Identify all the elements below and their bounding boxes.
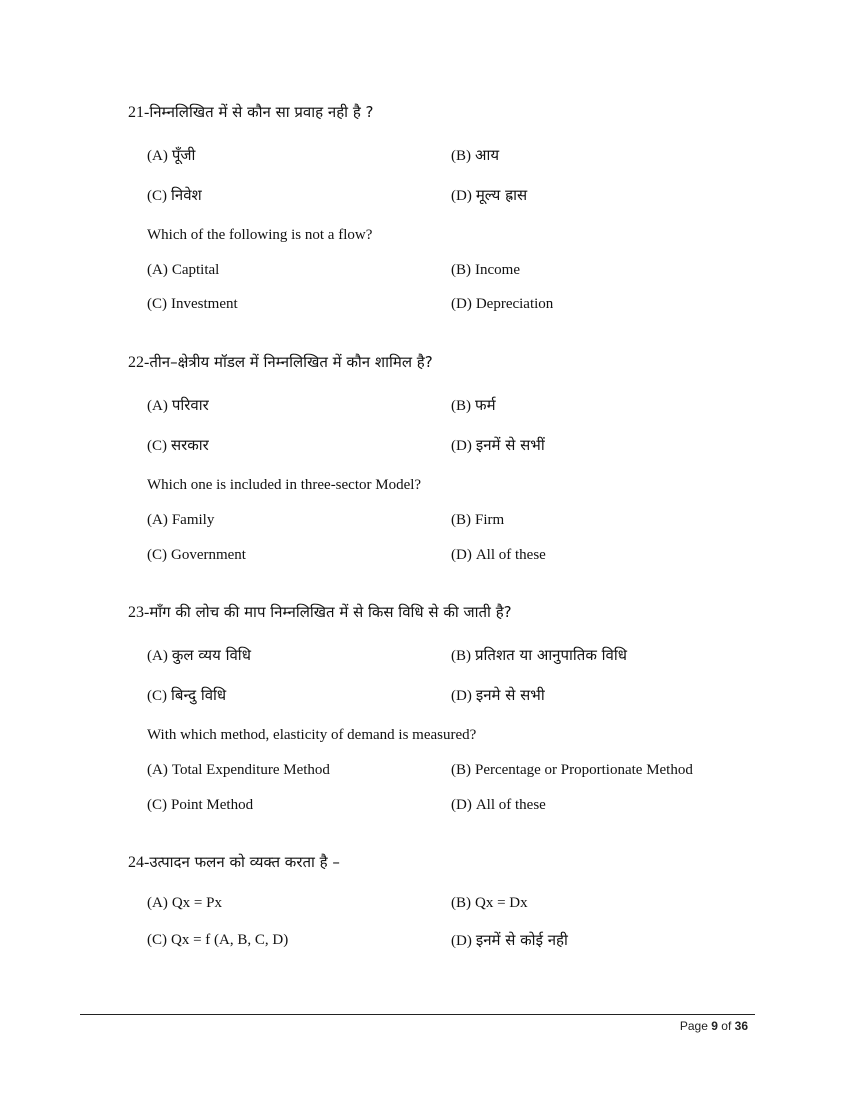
option-c-english: (C) Point Method — [147, 797, 254, 813]
question-22-hindi — [128, 351, 768, 373]
options-row — [147, 259, 768, 281]
options-row — [147, 892, 768, 914]
question-23-english — [147, 724, 768, 746]
option-d-english: (D) All of these — [451, 547, 546, 563]
question-text-english: Which of the following is not a flow? — [147, 227, 373, 243]
options-row — [147, 544, 768, 566]
option-d: (D) इनमें से कोई नही — [451, 931, 568, 949]
question-number: 23- — [128, 604, 150, 621]
option-a: (A) Qx = Px — [147, 895, 222, 911]
option-b-english: (B) Percentage or Proportionate Method — [451, 762, 693, 778]
question-text-english: With which method, elasticity of demand is measured? — [147, 727, 477, 743]
question-text-hindi: उत्पादन फलन को व्यक्त करता है – — [149, 853, 340, 871]
options-row — [147, 929, 768, 951]
question-number: 21- — [128, 104, 150, 121]
option-b: (B) Qx = Dx — [451, 895, 528, 911]
option-c-hindi: (C) सरकार — [147, 436, 209, 454]
question-text-english: Which one is included in three-sector Model? — [147, 477, 422, 493]
question-24 — [128, 851, 768, 951]
options-row — [147, 759, 768, 781]
option-a-hindi: (A) परिवार — [147, 396, 209, 414]
option-d-english: (D) All of these — [451, 797, 546, 813]
option-c-english: (C) Government — [147, 547, 246, 563]
option-b-hindi: (B) फर्म — [451, 396, 496, 414]
option-a-english: (A) Total Expenditure Method — [147, 762, 330, 778]
options-row — [147, 144, 768, 166]
options-row — [147, 293, 768, 315]
options-row — [147, 794, 768, 816]
option-c-english: (C) Investment — [147, 296, 238, 312]
question-23 — [128, 601, 768, 816]
option-d-hindi: (D) मूल्य ह्रास — [451, 186, 528, 204]
question-text-hindi: तीन–क्षेत्रीय मॉडल में निम्नलिखित में कौन शामिल है? — [149, 353, 433, 371]
option-d-english: (D) Depreciation — [451, 296, 554, 312]
option-d-hindi: (D) इनमें से सभीं — [451, 436, 545, 454]
footer-divider — [80, 1014, 755, 1015]
options-row — [147, 434, 768, 456]
options-row — [147, 684, 768, 706]
option-b-hindi: (B) प्रतिशत या आनुपातिक विधि — [451, 646, 627, 664]
option-c-hindi: (C) बिन्दु विधि — [147, 686, 227, 704]
question-21-english — [147, 224, 768, 246]
question-21 — [128, 101, 768, 315]
option-c: (C) Qx = f (A, B, C, D) — [147, 932, 289, 948]
option-a-hindi: (A) कुल व्यय विधि — [147, 646, 251, 664]
option-b-english: (B) Firm — [451, 512, 505, 528]
option-b-english: (B) Income — [451, 262, 520, 278]
question-text-hindi: माँग की लोच की माप निम्नलिखित में से किस विधि से की जाती है? — [149, 603, 512, 621]
option-a-english: (A) Family — [147, 512, 215, 528]
question-22-english — [147, 474, 768, 496]
option-a-hindi: (A) पूँजी — [147, 146, 196, 164]
question-21-hindi — [128, 101, 768, 123]
question-text-hindi: निम्नलिखित में से कौन सा प्रवाह नही है ? — [149, 103, 374, 121]
question-23-hindi — [128, 601, 768, 623]
options-row — [147, 509, 768, 531]
option-c-hindi: (C) निवेश — [147, 186, 202, 204]
option-d-hindi: (D) इनमे से सभी — [451, 686, 545, 704]
option-a-english: (A) Captital — [147, 262, 220, 278]
options-row — [147, 394, 768, 416]
question-22 — [128, 351, 768, 566]
page-number: Page 9 of 36 — [679, 1019, 748, 1033]
question-number: 22- — [128, 354, 150, 371]
question-number: 24- — [128, 854, 150, 871]
question-24-hindi — [128, 851, 768, 873]
options-row — [147, 184, 768, 206]
option-b-hindi: (B) आय — [451, 146, 500, 164]
options-row — [147, 644, 768, 666]
